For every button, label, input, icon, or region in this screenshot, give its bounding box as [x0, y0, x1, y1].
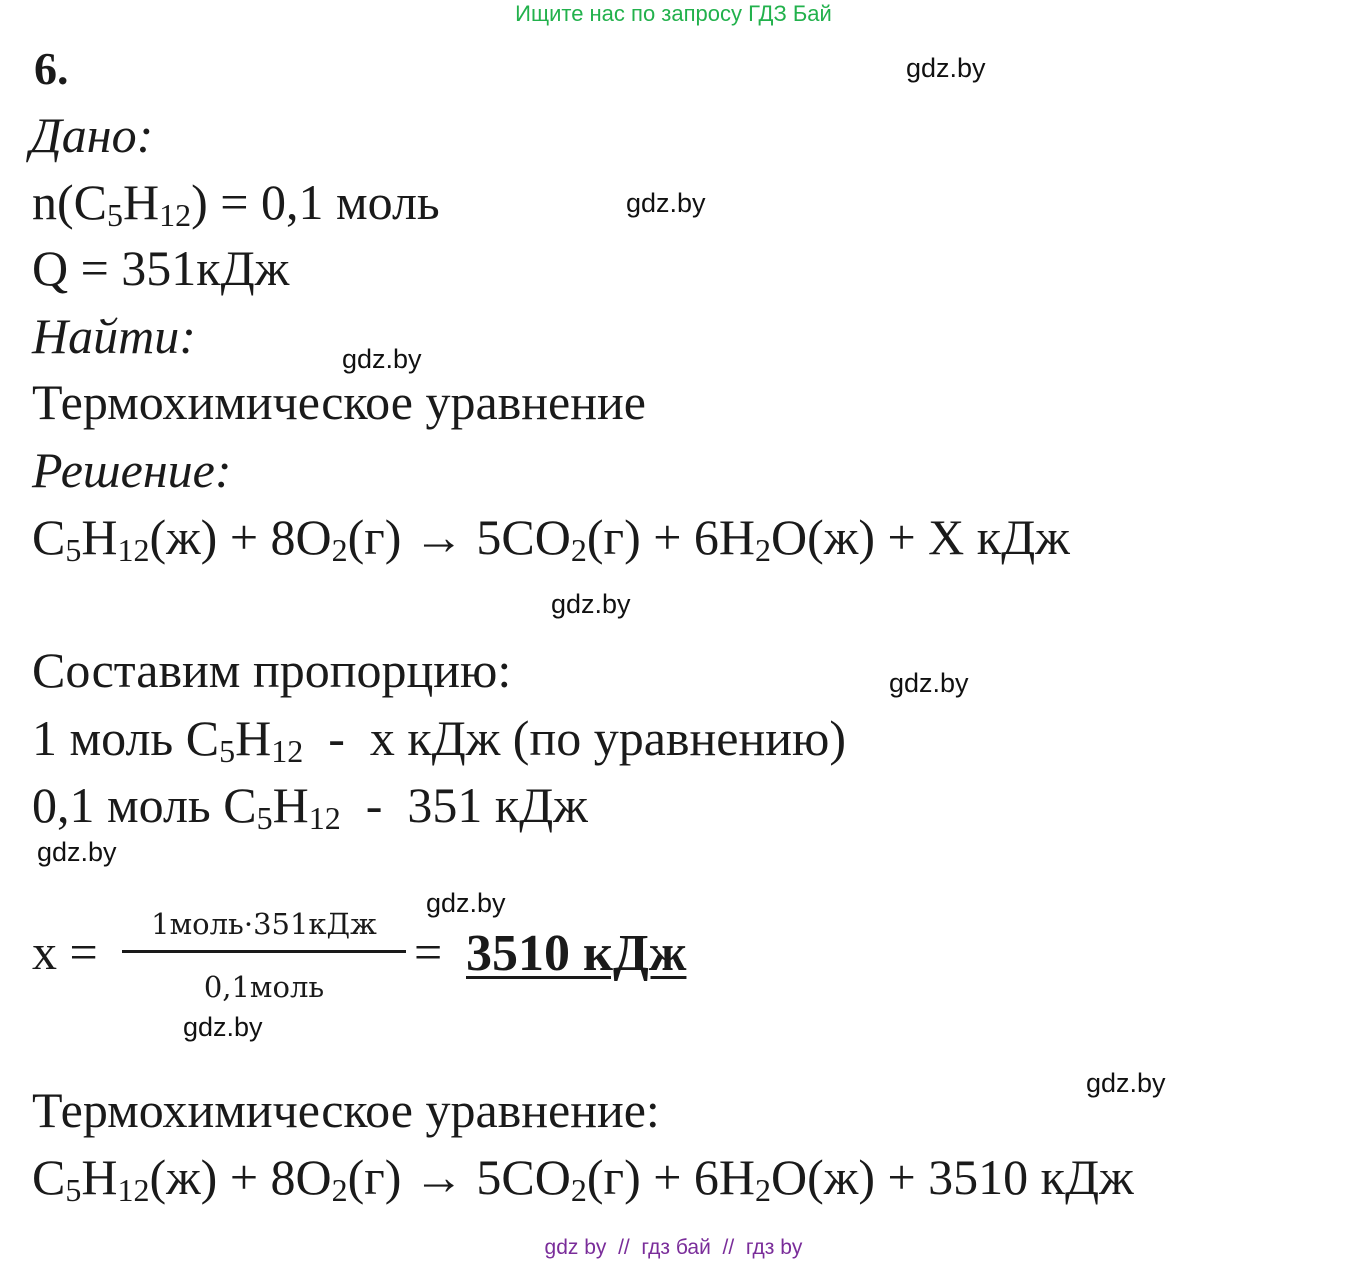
- proportion-row-1: 1 моль $C_5H_{12}$ - x кДж (по уравнению): [32, 710, 846, 770]
- find-text: Термохимическое уравнение: [32, 374, 646, 430]
- watermark: gdz.by: [626, 188, 706, 218]
- given-moles-line: $n(C_5H_{12}) = 0,1$ моль: [32, 174, 440, 234]
- watermark: gdz.by: [1086, 1068, 1166, 1098]
- fraction-denominator: 0,1моль: [203, 970, 325, 1004]
- answer-value: 3510 кДж: [466, 925, 687, 982]
- watermark: gdz.by: [551, 589, 631, 619]
- task-number: 6.: [34, 43, 69, 94]
- proportion-heading: Составим пропорцию:: [32, 642, 512, 698]
- watermark: gdz.by: [37, 837, 117, 867]
- top-banner: Ищите нас по запросу ГДЗ Бай: [515, 1, 832, 26]
- watermark: gdz.by: [342, 344, 422, 374]
- given-heading: Дано:: [30, 107, 154, 163]
- watermark: gdz.by: [183, 1012, 263, 1042]
- solution-heading: Решение:: [32, 442, 232, 498]
- fraction-bar: [122, 950, 406, 953]
- formula-lhs: x =: [32, 924, 98, 980]
- final-equation: $C_5H_{12}(ж) + 8O_2(г) \to 5CO_2(г) + 6H_2O(ж) + 3510$ кДж: [32, 1149, 1134, 1209]
- watermark: gdz.by: [889, 668, 969, 698]
- fraction-numerator: 1моль·351кДж: [151, 907, 377, 941]
- proportion-row-2: 0,1 моль $C_5H_{12} - 351$ кДж: [32, 777, 588, 837]
- watermark: gdz.by: [906, 53, 986, 83]
- footer-links: gdz by // гдз бай // гдз by: [544, 1236, 803, 1259]
- formula-equals: =: [414, 924, 443, 980]
- given-heat-line: Q = 351кДж: [32, 240, 290, 296]
- watermark: gdz.by: [426, 888, 506, 918]
- final-heading: Термохимическое уравнение:: [32, 1082, 660, 1138]
- find-heading: Найти:: [32, 308, 196, 364]
- reaction-equation: $C_5H_{12}(ж) + 8O_2(г) \to 5CO_2(г) + 6H_2O(ж) + X$ кДж: [32, 509, 1070, 569]
